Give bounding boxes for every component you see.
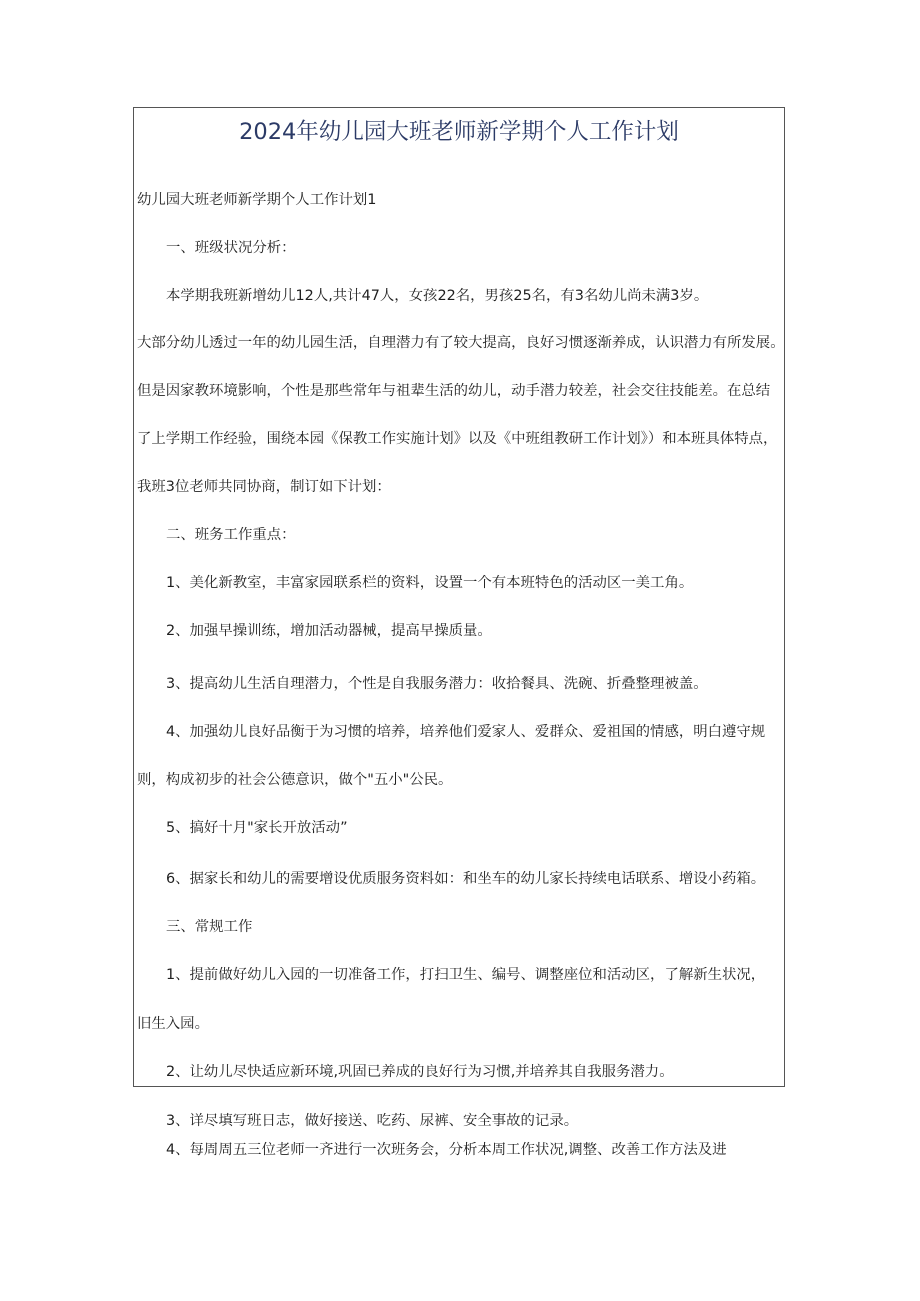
- paragraph-line: 了上学期工作经验，围绕本园《保教工作实施计划》以及《中班组教研工作计划》）和本班具体特点，: [137, 431, 778, 447]
- list-item: 1、美化新教室，丰富家园联系栏的资料，设置一个有本班特色的活动区一美工角。: [166, 575, 694, 591]
- section-heading-class-analysis: 一、班级状况分析：: [166, 240, 296, 256]
- list-item: 2、加强早操训练，增加活动器械，提高早操质量。: [166, 623, 492, 639]
- list-item: 4、每周周五三位老师一齐进行一次班务会，分析本周工作状况,调整、改善工作方法及进: [166, 1142, 727, 1158]
- paragraph-line: 但是因家教环境影响，个性是那些常年与祖辈生活的幼儿，动手潜力较差，社会交往技能差。在总结: [137, 383, 771, 399]
- list-item: 3、提高幼儿生活自理潜力，个性是自我服务潜力：收拾餐具、洗碗、折叠整理被盖。: [166, 676, 708, 692]
- list-item-continuation: 旧生入园。: [137, 1016, 209, 1032]
- list-item: 2、让幼儿尽快适应新环境,巩固已养成的良好行为习惯,并培养其自我服务潜力。: [166, 1064, 674, 1080]
- paragraph-line: 我班3位老师共同协商，制订如下计划：: [137, 479, 391, 495]
- list-item: 5、搞好十月"家长开放活动”: [166, 820, 348, 836]
- list-item: 6、据家长和幼儿的需要增设优质服务资料如：和坐车的幼儿家长持续电话联系、增设小药箱。: [166, 871, 766, 887]
- section-heading-routine-work: 三、常规工作: [166, 919, 253, 935]
- section-heading-plan-1: 幼儿园大班老师新学期个人工作计划1: [137, 192, 377, 208]
- section-heading-class-work: 二、班务工作重点：: [166, 527, 296, 543]
- document-title: 2024年幼儿园大班老师新学期个人工作计划: [239, 119, 679, 145]
- paragraph-line: 本学期我班新增幼儿12人,共计47人，女孩22名，男孩25名，有3名幼儿尚未满3岁。: [166, 288, 709, 304]
- list-item: 3、详尽填写班日志，做好接送、吃药、尿裤、安全事故的记录。: [166, 1113, 579, 1129]
- list-item: 4、加强幼儿良好品衡于为习惯的培养，培养他们爱家人、爱群众、爱祖国的情感，明白遵守规: [166, 724, 766, 740]
- list-item: 1、提前做好幼儿入园的一切准备工作，打扫卫生、编号、调整座位和活动区，了解新生状况，: [166, 967, 766, 983]
- paragraph-line: 大部分幼儿透过一年的幼儿园生活，自理潜力有了较大提高，良好习惯逐渐养成，认识潜力有所发展。: [137, 335, 785, 351]
- list-item-continuation: 则，构成初步的社会公德意识，做个"五小"公民。: [137, 772, 453, 788]
